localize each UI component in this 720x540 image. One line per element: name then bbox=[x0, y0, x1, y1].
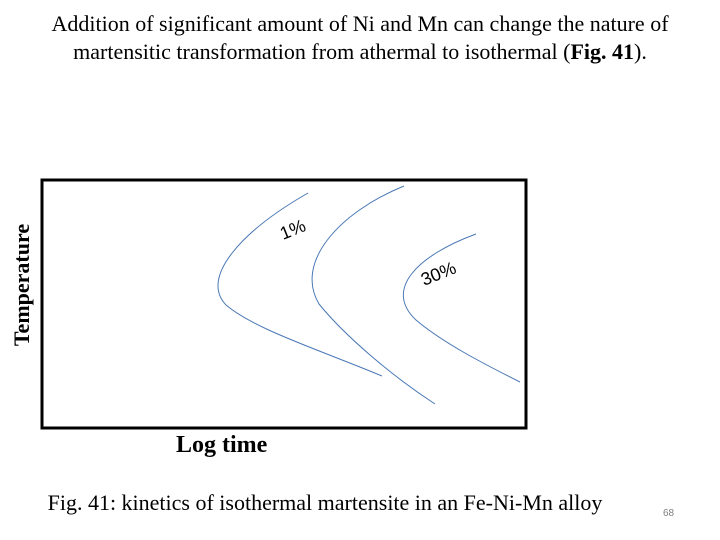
plot-frame bbox=[42, 180, 526, 428]
x-axis-label: Log time bbox=[176, 432, 268, 458]
page-number: 68 bbox=[663, 508, 675, 519]
curve-label-1-percent: 1% bbox=[277, 215, 309, 244]
y-axis-label: Temperature bbox=[9, 223, 34, 347]
figure-caption: Fig. 41: kinetics of isothermal martensite in an Fe-Ni-Mn alloy bbox=[47, 490, 603, 515]
heading-line-1: Addition of significant amount of Ni and Mn can change the nature of bbox=[51, 11, 669, 36]
curve-label-30-percent: 30% bbox=[418, 257, 459, 290]
heading-line-2-text: martensitic transformation from athermal to isothermal ( bbox=[73, 39, 571, 64]
heading-figure-ref: Fig. 41 bbox=[570, 39, 635, 64]
heading-line-2-end: ). bbox=[634, 39, 647, 64]
